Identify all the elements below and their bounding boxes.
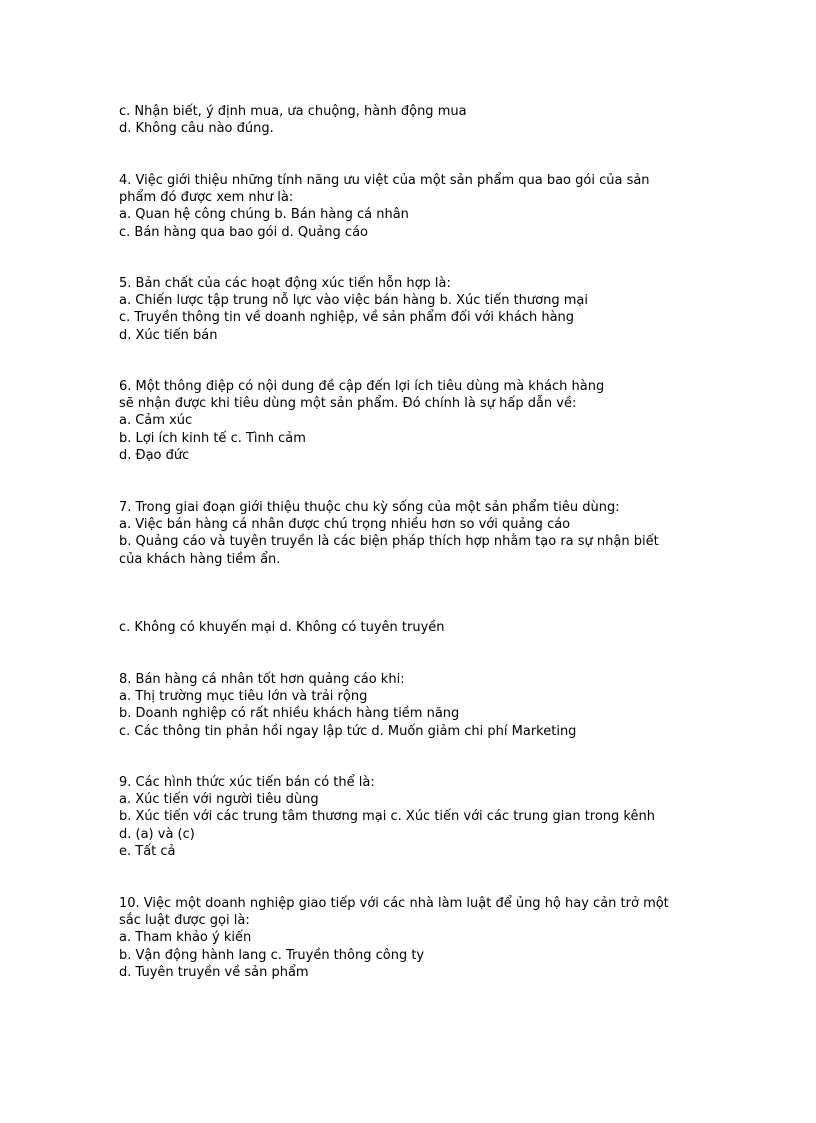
question-7-tail — [119, 619, 445, 636]
answer-line: của khách hàng tiềm ẩn. — [119, 551, 281, 567]
answer-line: a. Xúc tiến với người tiêu dùng — [119, 792, 319, 808]
answer-line: e. Tất cả — [119, 843, 176, 859]
question-text: 8. Bán hàng cá nhân tốt hơn quảng cáo khi: — [119, 672, 405, 687]
answer-line: c. Không có khuyến mại d. Không có tuyên truyền — [119, 620, 445, 635]
answer-line: b. Lợi ích kinh tế c. Tình cảm — [119, 430, 306, 446]
answer-line: b. Doanh nghiệp có rất nhiều khách hàng tiềm năng — [119, 706, 460, 722]
answer-line: c. Truyền thông tin về doanh nghiệp, về sản phẩm đối với khách hàng — [119, 310, 575, 326]
answer-line: b. Vận động hành lang c. Truyền thông công ty — [119, 947, 425, 963]
answer-line: a. Cảm xúc — [119, 413, 193, 429]
question-10 — [119, 895, 669, 981]
answer-line: d. Tuyên truyền về sản phẩm — [119, 964, 309, 980]
question-3-tail — [119, 103, 467, 137]
answer-line: a. Quan hệ công chúng b. Bán hàng cá nhân — [119, 207, 409, 223]
question-4 — [119, 172, 650, 241]
question-text: 5. Bản chất của các hoạt động xúc tiến hỗn hợp là: — [119, 276, 451, 291]
question-7 — [119, 499, 659, 568]
question-text: sẽ nhận được khi tiêu dùng một sản phẩm. Đó chính là sự hấp dẫn về: — [119, 396, 577, 412]
question-text: 9. Các hình thức xúc tiến bán có thể là: — [119, 775, 375, 790]
question-9 — [119, 774, 655, 860]
answer-line: d. Đạo đức — [119, 447, 190, 463]
answer-line: a. Chiến lược tập trung nỗ lực vào việc bán hàng b. Xúc tiến thương mại — [119, 293, 588, 309]
question-text: sắc luật được gọi là: — [119, 913, 250, 929]
answer-line: c. Các thông tin phản hồi ngay lập tức d. Muốn giảm chi phí Marketing — [119, 723, 577, 739]
question-8 — [119, 671, 576, 740]
question-5 — [119, 275, 588, 344]
answer-line: c. Nhận biết, ý định mua, ưa chuộng, hành động mua — [119, 104, 467, 119]
question-text: 4. Việc giới thiệu những tính năng ưu việt của một sản phẩm qua bao gói của sản — [119, 173, 650, 188]
answer-line: b. Xúc tiến với các trung tâm thương mại c. Xúc tiến với các trung gian trong kênh — [119, 809, 655, 825]
answer-line: a. Tham khảo ý kiến — [119, 930, 252, 946]
question-text: phẩm đó được xem như là: — [119, 190, 294, 206]
question-text: 6. Một thông điệp có nội dung đề cập đến lợi ích tiêu dùng mà khách hàng — [119, 379, 605, 394]
answer-line: b. Quảng cáo và tuyên truyền là các biện pháp thích hợp nhằm tạo ra sự nhận biết — [119, 534, 659, 550]
answer-line: d. (a) và (c) — [119, 826, 195, 842]
answer-line: a. Thị trường mục tiêu lớn và trải rộng — [119, 689, 368, 705]
question-6 — [119, 378, 604, 464]
question-text: 7. Trong giai đoạn giới thiệu thuộc chu kỳ sống của một sản phẩm tiêu dùng: — [119, 500, 620, 515]
answer-line: c. Bán hàng qua bao gói d. Quảng cáo — [119, 224, 368, 240]
question-text: 10. Việc một doanh nghiệp giao tiếp với các nhà làm luật để ủng hộ hay cản trở một — [119, 896, 669, 911]
answer-line: d. Không câu nào đúng. — [119, 121, 274, 137]
answer-line: a. Việc bán hàng cá nhân được chú trọng nhiều hơn so với quảng cáo — [119, 517, 571, 533]
answer-line: d. Xúc tiến bán — [119, 327, 218, 343]
